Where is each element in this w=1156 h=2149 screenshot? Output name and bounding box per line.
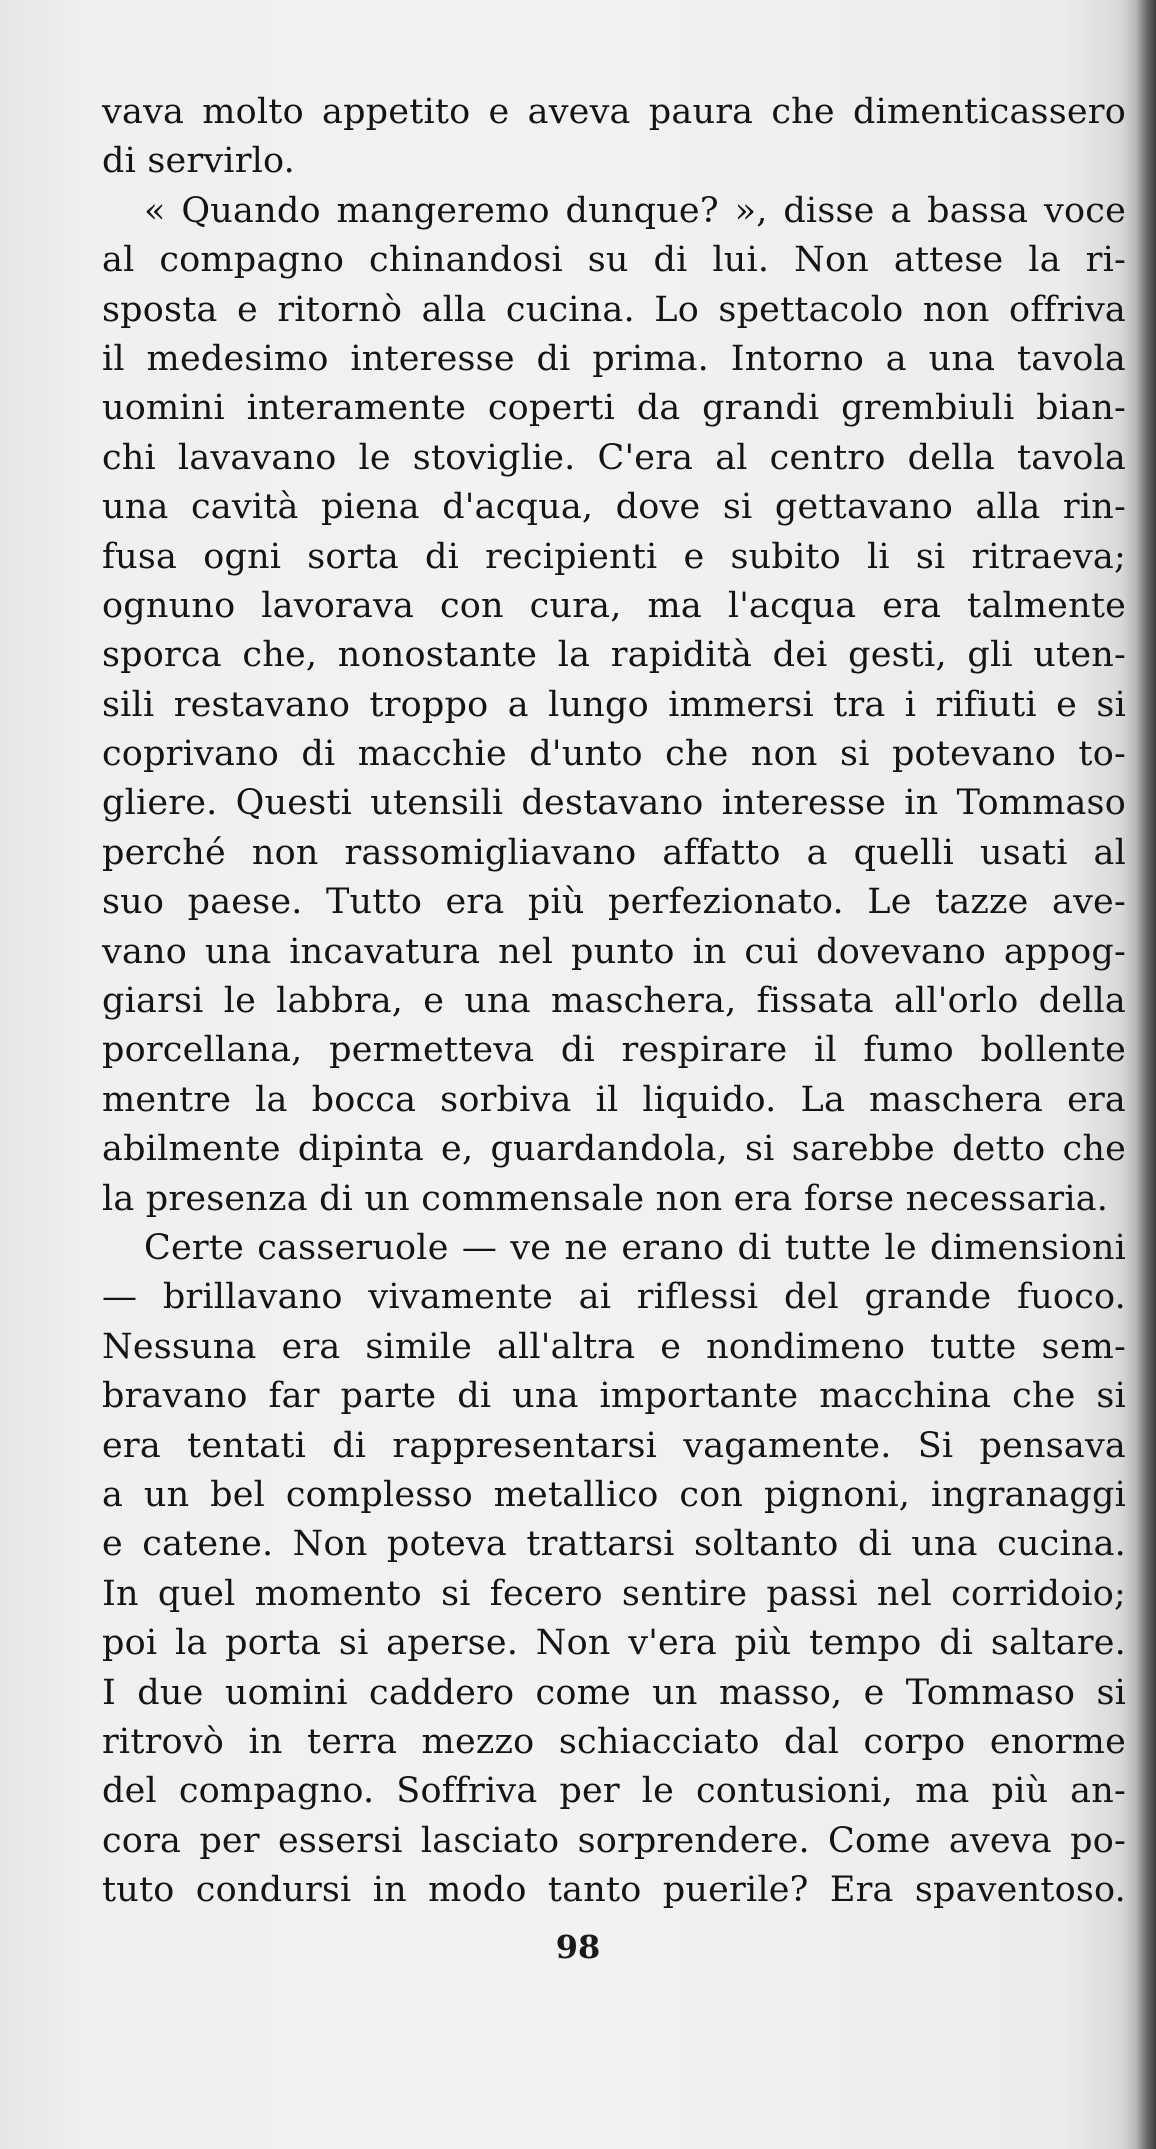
text-line: abilmente dipinta e, guardandola, si sarebbe detto che: [102, 1129, 1126, 1170]
text-line: In quel momento si fecero sentire passi nel corridoio;: [102, 1573, 1126, 1614]
text-line: « Quando mangeremo dunque? », disse a bassa voce: [144, 190, 1126, 231]
text-line: Nessuna era simile all'altra e nondimeno tutte sem-: [102, 1326, 1126, 1367]
text-line: bravano far parte di una importante macchina che si: [102, 1376, 1126, 1417]
text-line: mentre la bocca sorbiva il liquido. La maschera era: [102, 1079, 1126, 1120]
text-line: suo paese. Tutto era più perfezionato. Le tazze ave-: [102, 882, 1126, 923]
text-line: vava molto appetito e aveva paura che dimenticassero: [102, 92, 1126, 132]
page-number: 98: [555, 1928, 601, 1966]
text-line: giarsi le labbra, e una maschera, fissata all'orlo della: [102, 981, 1126, 1022]
text-line: sporca che, nonostante la rapidità dei gesti, gli uten-: [102, 635, 1126, 676]
text-line: al compagno chinandosi su di lui. Non attese la ri-: [102, 240, 1126, 281]
text-line: ritrovò in terra mezzo schiacciato dal corpo enorme: [102, 1721, 1126, 1762]
text-line: tuto condursi in modo tanto puerile? Era spaventoso.: [102, 1870, 1126, 1911]
text-line: sposta e ritornò alla cucina. Lo spettacolo non offriva: [102, 289, 1126, 330]
page-edge-shadow: [1136, 0, 1156, 2149]
body-text: [102, 88, 1126, 1915]
text-line: perché non rassomigliavano affatto a quelli usati al: [102, 832, 1126, 873]
text-line: cora per essersi lasciato sorprendere. Come aveva po-: [102, 1820, 1126, 1861]
text-line: porcellana, permetteva di respirare il fumo bollente: [102, 1030, 1126, 1071]
text-line: — brillavano vivamente ai riflessi del grande fuoco.: [102, 1277, 1126, 1318]
text-line: coprivano di macchie d'unto che non si potevano to-: [102, 734, 1126, 775]
text-line: Certe casseruole — ve ne erano di tutte le dimensioni: [144, 1227, 1126, 1268]
text-line: era tentati di rappresentarsi vagamente. Si pensava: [102, 1425, 1126, 1466]
text-line: e catene. Non poteva trattarsi soltanto di una cucina.: [102, 1524, 1126, 1565]
text-line: ognuno lavorava con cura, ma l'acqua era talmente: [102, 585, 1126, 626]
text-line: poi la porta si aperse. Non v'era più tempo di saltare.: [102, 1623, 1126, 1664]
text-line: sili restavano troppo a lungo immersi tra i rifiuti e si: [102, 684, 1126, 725]
text-line: una cavità piena d'acqua, dove si gettavano alla rin-: [102, 487, 1126, 528]
text-line: vano una incavatura nel punto in cui dovevano appog-: [102, 931, 1126, 972]
text-line: gliere. Questi utensili destavano interesse in Tommaso: [102, 783, 1126, 824]
text-line: del compagno. Soffriva per le contusioni, ma più an-: [102, 1771, 1126, 1812]
text-line: la presenza di un commensale non era forse necessaria.: [102, 1178, 1109, 1219]
text-line: I due uomini caddero come un masso, e Tommaso si: [102, 1672, 1126, 1713]
text-line: di servirlo.: [102, 141, 296, 182]
text-line: a un bel complesso metallico con pignoni, ingranaggi: [102, 1474, 1126, 1515]
text-line: chi lavavano le stoviglie. C'era al centro della tavola: [102, 437, 1126, 478]
text-line: il medesimo interesse di prima. Intorno a una tavola: [102, 338, 1126, 379]
text-line: uomini interamente coperti da grandi grembiuli bian-: [102, 388, 1126, 429]
text-line: fusa ogni sorta di recipienti e subito li si ritraeva;: [102, 536, 1126, 577]
